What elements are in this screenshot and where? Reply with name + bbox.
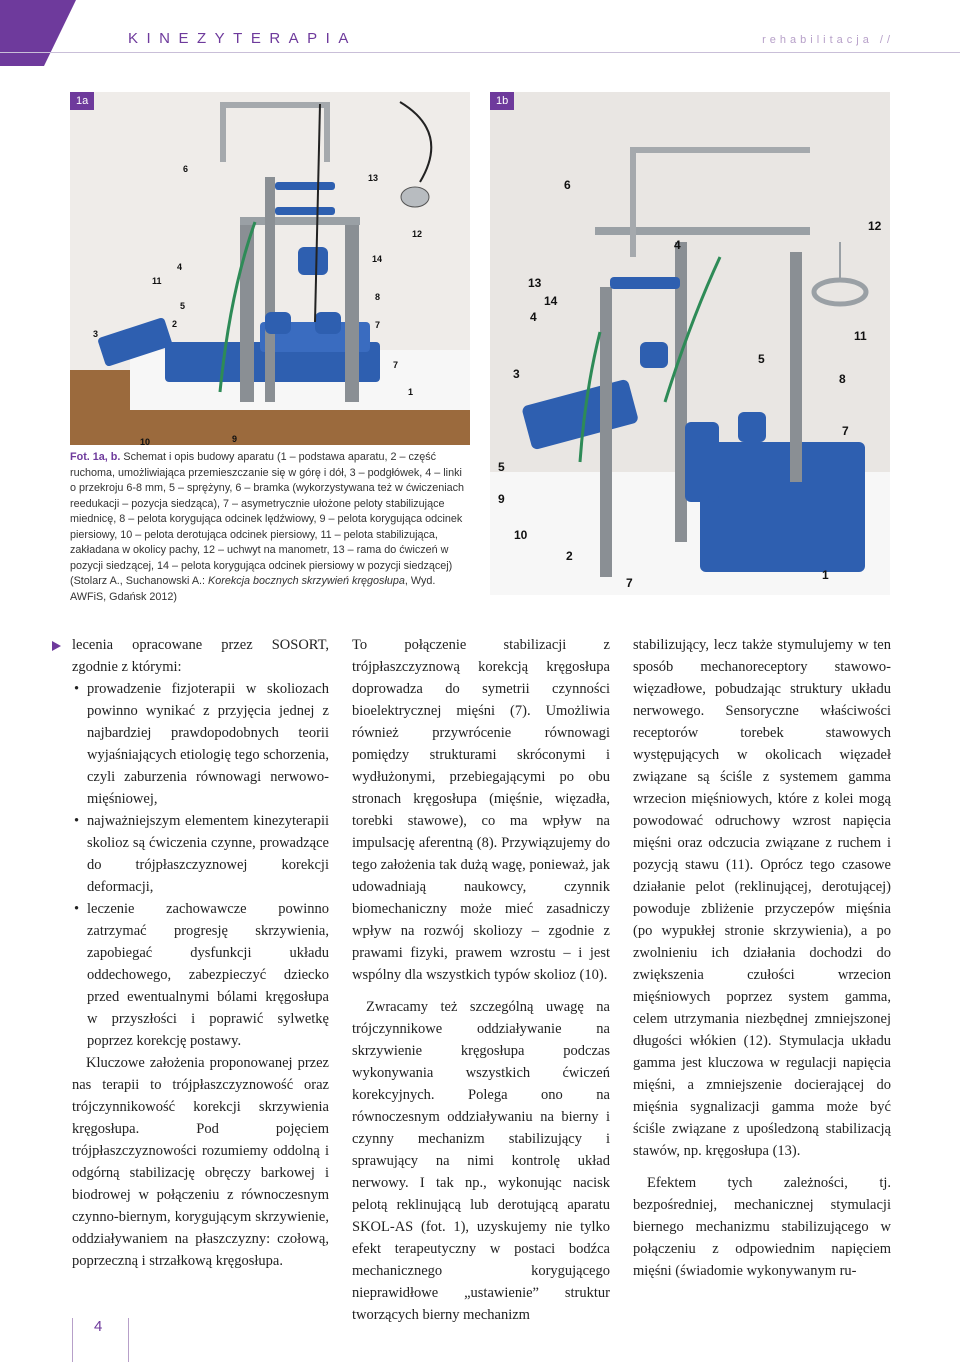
label-3: 3 (513, 367, 520, 381)
label-13: 13 (368, 173, 379, 183)
label-14: 14 (372, 254, 383, 264)
label-10: 10 (514, 528, 528, 542)
label-1: 1 (408, 387, 414, 397)
col1-intro: lecenia opracowane przez SOSORT, zgodnie z którymi: (72, 637, 329, 675)
label-4: 4 (177, 262, 183, 272)
label-6: 6 (564, 178, 571, 192)
label-7b: 7 (626, 576, 633, 590)
label-4b: 4 (530, 310, 537, 324)
photo-1b (490, 92, 890, 595)
label-5b: 5 (498, 460, 505, 474)
label-11: 11 (152, 276, 162, 286)
col3-paragraph-2: Efektem tych zależności, tj. bezpośredniej, mechanicznej stymulacji biernego mechanizmu stabilizującego w połączeniu z odpowiednim napięciem mięśni (świadomie wykonywanym ru- (633, 1175, 891, 1279)
figure-caption (70, 450, 470, 605)
label-7: 7 (842, 424, 849, 438)
photo-tag: 1b (490, 92, 514, 110)
label-13: 13 (528, 276, 542, 290)
label-12: 12 (412, 229, 423, 239)
page-number-rule-left (72, 1318, 73, 1362)
caption-publisher: , Wyd. AWFiS, Gdańsk 2012) (70, 575, 436, 603)
header-rule (0, 52, 960, 53)
label-9: 9 (498, 492, 505, 506)
page-number-rule-right (128, 1318, 129, 1362)
label-2: 2 (172, 319, 178, 329)
label-3: 3 (93, 329, 99, 339)
label-5: 5 (758, 352, 765, 366)
text-column-2 (352, 634, 610, 1326)
label-1: 1 (822, 568, 829, 582)
photo-1a (70, 92, 470, 445)
device-illustration-1b (490, 92, 890, 595)
label-9: 9 (232, 434, 238, 444)
caption-label: Fot. 1a, b. (70, 451, 121, 463)
continuation-arrow-icon (52, 641, 61, 651)
header-right-label: rehabilitacja // (762, 34, 894, 46)
label-8: 8 (839, 372, 846, 386)
col1-paragraph: Kluczowe założenia proponowanej przez nas terapii to trójpłaszczyznowość oraz trójczynnikowość korekcji skrzywienia kręgosłupa. Pod pojęciem trójpłaszczyznowości rozumiemy oddolną i odgórną stabilizację obręczy barkowej i biodrowej w połączeniu z równoczesnym czynno-biernym, korygującym skrzywienie, oddziaływaniem na płaszczyzny: czołową, poprzeczną i strzałkową kręgosłupa. (72, 1055, 329, 1269)
label-10: 10 (140, 437, 151, 445)
label-12: 12 (868, 219, 882, 233)
caption-text: Schemat i opis budowy aparatu (1 – podstawa aparatu, 2 – część ruchoma, umożliwiająca przemieszczanie się w górę i dół, 3 – podgłówek, 4 – linki o przekroju 6-8 mm, 5 – sprężyny, 6 – bramka (wykorzystywana też w ćwiczeniach reedukacji – pozycja siedząca), 7 – asymetrycznie ułożone peloty stabilizujące miednicę, 8 – pelota korygująca odcinek lędźwiowy, 9 – pelota korygująca odcinek piersiowy, 10 – pelota derotująca odcinek piersiowy, 11 – pelota stabilizująca, zakładana w okolicy pachy, 12 – uchwyt na manometr, 13 – rama do ćwiczeń w pozycji siedzącej, 14 – pelota korygująca odcinek piersiowy w pozycji siedzącej) (Stolarz A., Suchanowski A.: (70, 451, 465, 587)
text-column-1 (72, 634, 329, 1272)
label-8: 8 (375, 292, 381, 302)
photo-tag: 1a (70, 92, 94, 110)
col3-paragraph-1: stabilizujący, lecz także stymulujemy w ten sposób mechanoreceptory stawowo-więzadłowe, pobudzając struktury układu nerwowego. Sensoryczne właściwości receptorów torebek stawowych występujących w okolicach więzadeł związane są ściśle z systemem gamma wrzecion mięśniowych, które z kolei mogą powodować odruchowy wzrost napięcia mięśni oraz odczucia związane z ruchem i pozycją stawu (11). Oprócz tego czasowe działanie pelot (reklinującej, derotującej) powoduje zbliżenie przyczepów mięśnia (po wypukłej stronie skrzywienia), a po zwolnieniu ich działania dochodzi do zwiększenia czułości wrzecion mięśniowych poprzez system gamma, celem utrzymania niezbędnej zmniejszonej długości włókien (12). Stymulacja układu gamma jest kluczowa w regulacji napięcia mięśni, a zmniejszenie docierającej do mięśnia sygnalizacji gamma może być ściśle związane z upośledzoną stabilizacją stawów, np. kręgosłupa (13). (633, 637, 891, 1159)
list-item: • prowadzenie fizjoterapii w skoliozach powinno wynikać z przyjęcia jednej z najbardziej prawdopodobnych teorii wyjaśniających etiologię tego schorzenia, czyli zaburzenia równowagi nerwowo-mięśniowej, (87, 678, 329, 810)
text-column-3 (633, 634, 891, 1282)
col2-paragraph-2: Zwracamy też szczególną uwagę na trójczynnikowe oddziaływanie na skrzywienie kręgosłupa podczas wykonywania wszystkich ćwiczeń korekcyjnych. Polega ono na równoczesnym oddziaływaniu na bierny i czynny mechanizm stabilizujący i sprawujący na nimi kontrolę układ nerwowy. I tak np., wykonując nacisk pelotą reklinującą lub derotującą aparatu SKOL-AS (fot. 1), uzyskujemy nie tylko efekt terapeutyczny w postaci bodźca mechanicznego korygującego nieprawidłowe „ustawienie” struktur tworzących bierny mechanizm (352, 999, 610, 1323)
label-2: 2 (566, 549, 573, 563)
list-item: • leczenie zachowawcze powinno zatrzymać progresję skrzywienia, zapobiegać dysfunkcji układu oddechowego, zabezpieczyć dziecko przed ewentualnymi bólami kręgosłupa w przyszłości i poprawić sylwetkę poprzez korekcję postawy. (87, 898, 329, 1052)
label-7: 7 (375, 320, 381, 330)
label-4: 4 (674, 238, 681, 252)
col2-paragraph-1: To połączenie stabilizacji z trójpłaszczyznową korekcją kręgosłupa doprowadza do symetrii czynności bioelektrycznej mięśni (7). Umożliwia również przywrócenie równowagi pomiędzy strukturami skróconymi i wydłużonymi, przebiegającymi po obu stronach kręgosłupa (mięśnie, więzadła, torebki stawowe), co ma wpływ na impulsację aferentną (8). Przywiązujemy do tego założenia tak dużą wagę, ponieważ, jak udowadniają naukowcy, czynnik biomechaniczny może mieć zasadniczy wpływ na rozwój skoliozy – zgodnie z prawami fizyki, prawem wzrostu – i jest wspólny dla wszystkich typów skolioz (10). (352, 637, 610, 983)
label-11: 11 (854, 329, 867, 343)
label-5: 5 (180, 301, 186, 311)
label-6: 6 (183, 164, 189, 174)
corner-ribbon (0, 0, 76, 66)
page-number: 4 (94, 1318, 103, 1335)
caption-book-title: Korekcja bocznych skrzywień kręgosłupa (208, 575, 405, 587)
recommendations-list (72, 678, 329, 1052)
section-title: KINEZYTERAPIA (128, 30, 357, 47)
label-14: 14 (544, 294, 558, 308)
list-item: • najważniejszym elementem kinezyterapii skolioz są ćwiczenia czynne, prowadzące do trójpłaszczyznowej korekcji deformacji, (87, 810, 329, 898)
label-7b: 7 (393, 360, 399, 370)
